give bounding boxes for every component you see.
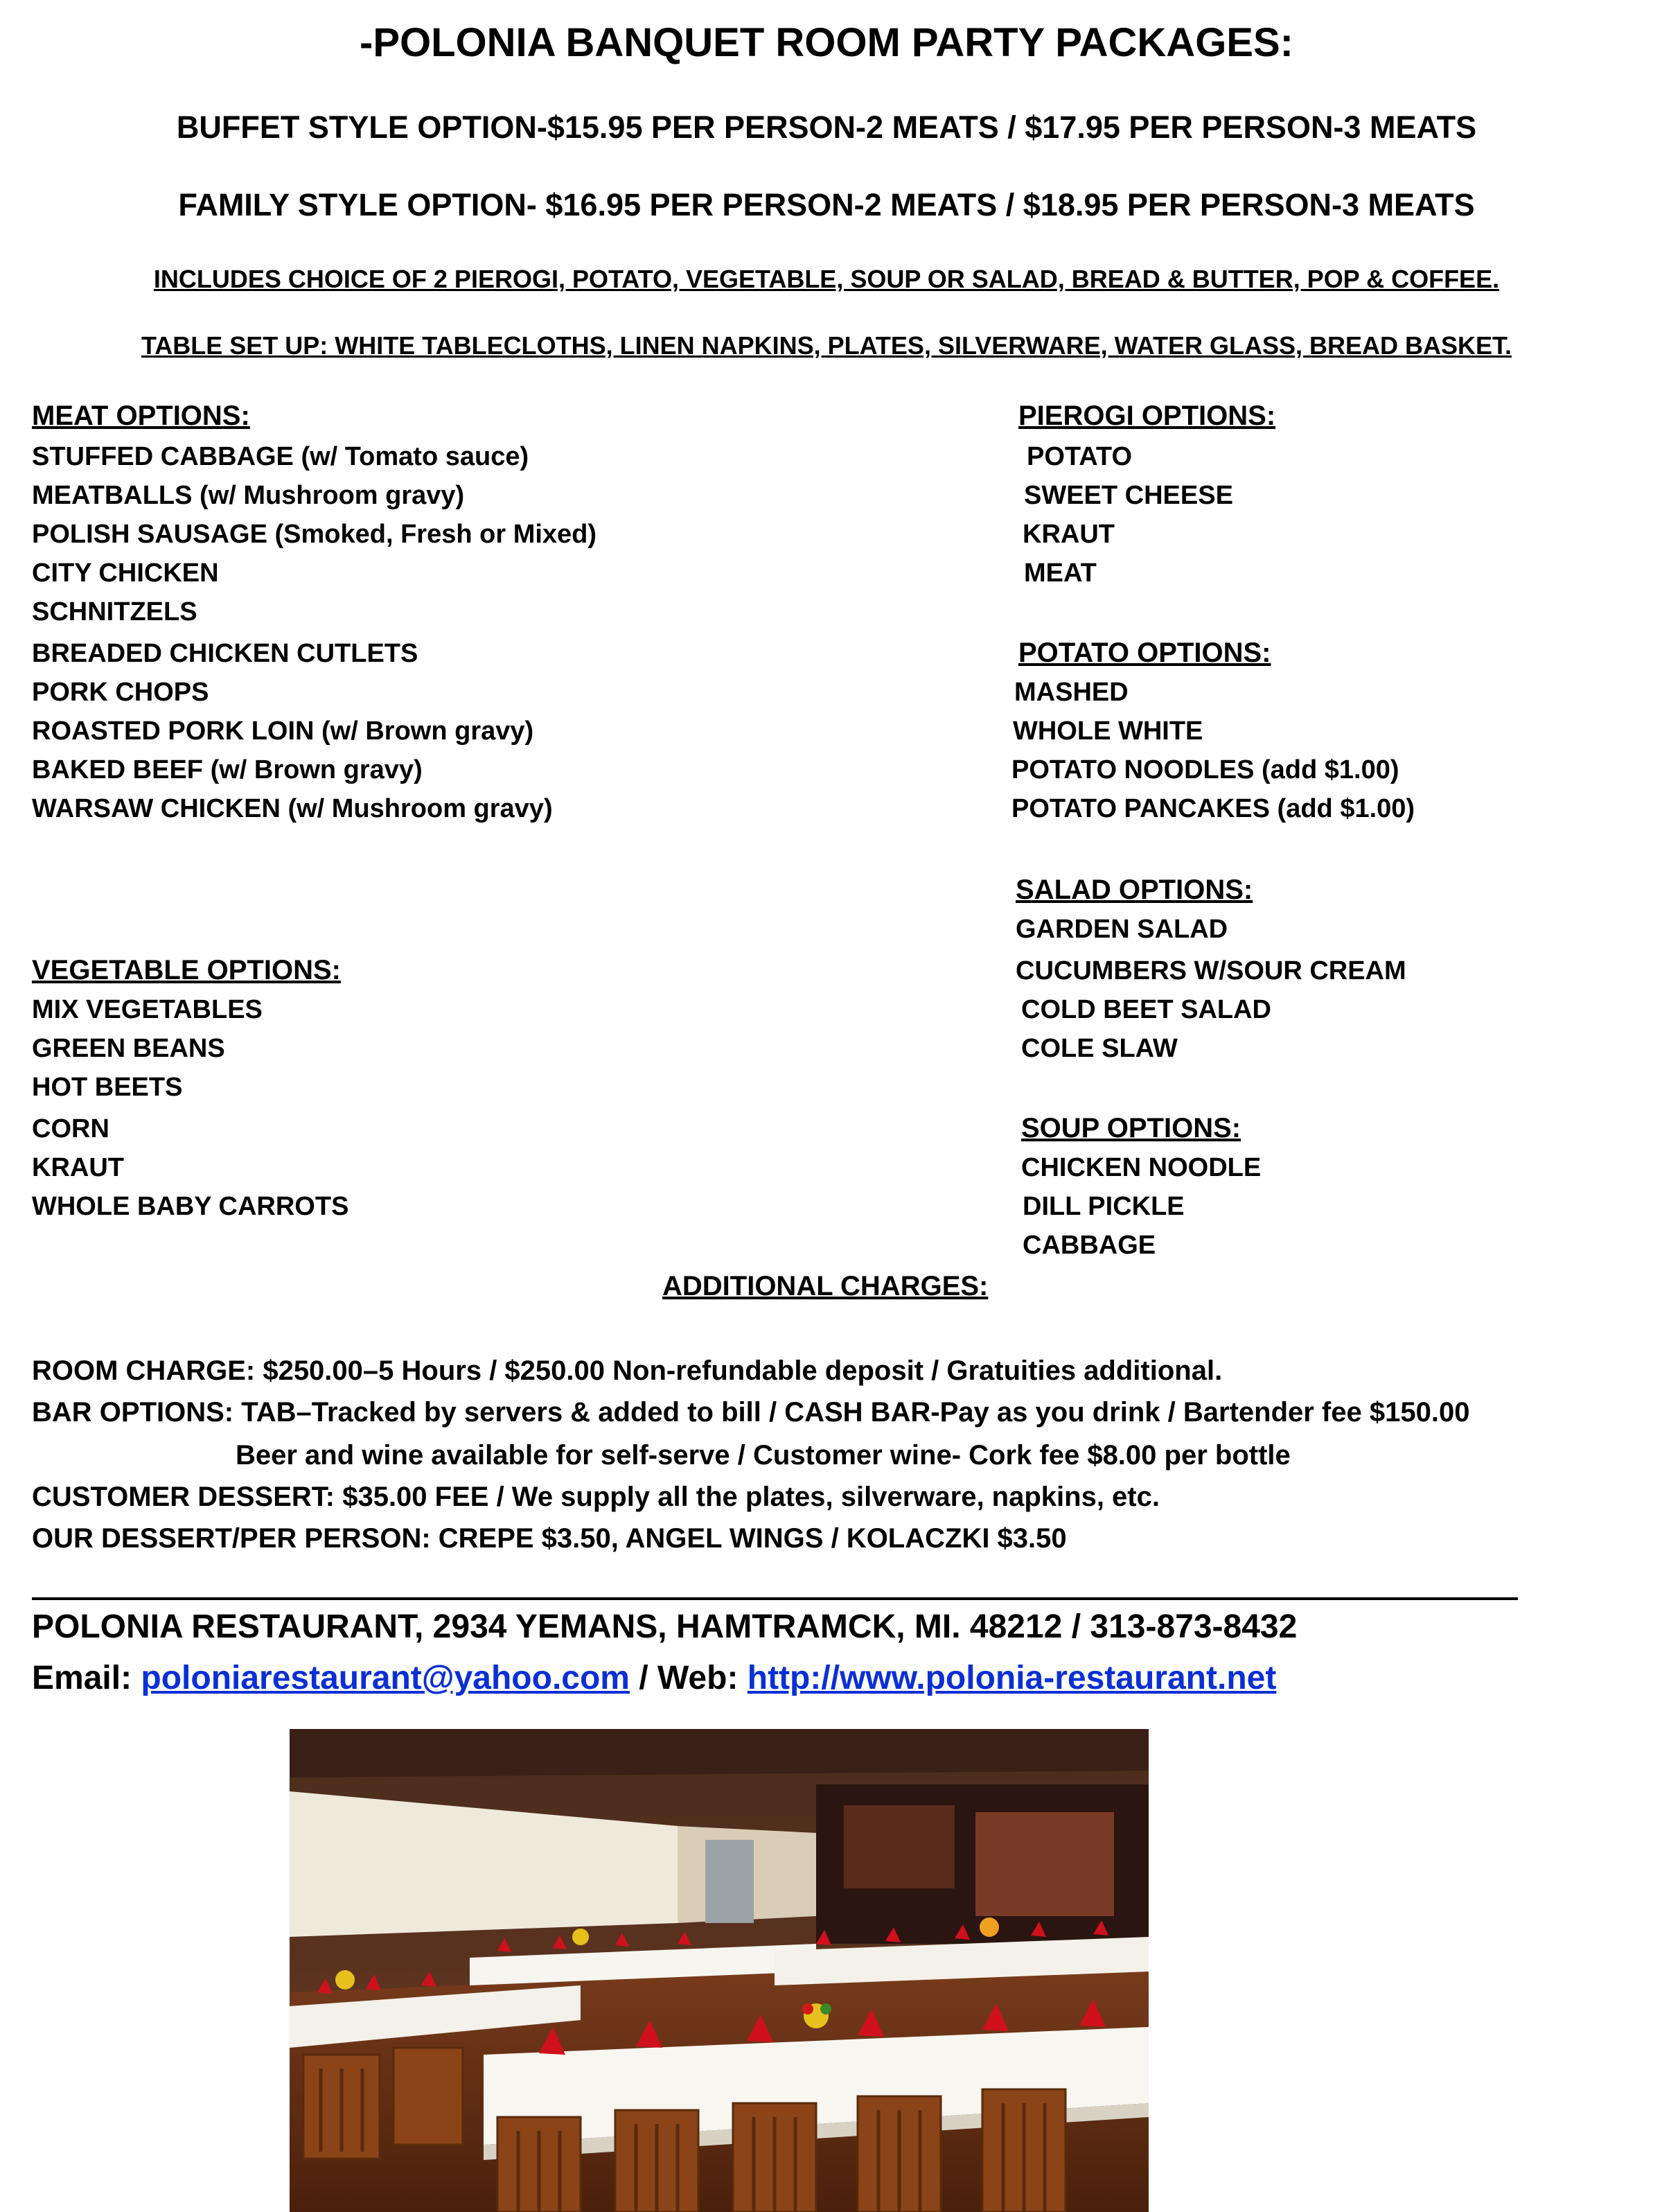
divider xyxy=(32,1597,1518,1600)
list-item: CUCUMBERS W/SOUR CREAM xyxy=(1016,956,1406,985)
list-item: BAKED BEEF (w/ Brown gravy) xyxy=(32,755,423,784)
potato-options-heading: POTATO OPTIONS: xyxy=(1018,638,1271,668)
list-item: HOT BEETS xyxy=(32,1073,183,1102)
list-item: ROASTED PORK LOIN (w/ Brown gravy) xyxy=(32,717,534,746)
list-item: COLD BEET SALAD xyxy=(1021,995,1271,1024)
bar-options-line: BAR OPTIONS: TAB–Tracked by servers & added to bill / CASH BAR-Pay as you drink / Bartender fee $150.00 xyxy=(32,1397,1470,1428)
meat-options-heading: MEAT OPTIONS: xyxy=(32,401,250,431)
list-item: WHOLE BABY CARROTS xyxy=(32,1192,349,1221)
address-line: POLONIA RESTAURANT, 2934 YEMANS, HAMTRAMCK, MI. 48212 / 313-873-8432 xyxy=(32,1608,1298,1645)
email-label: Email: xyxy=(32,1660,141,1696)
buffet-package: BUFFET STYLE OPTION-$15.95 PER PERSON-2 MEATS / $17.95 PER PERSON-3 MEATS xyxy=(176,109,1477,145)
list-item: SCHNITZELS xyxy=(32,597,197,626)
our-dessert-line: OUR DESSERT/PER PERSON: CREPE $3.50, ANGEL WINGS / KOLACZKI $3.50 xyxy=(32,1523,1067,1554)
list-item: WARSAW CHICKEN (w/ Mushroom gravy) xyxy=(32,794,553,823)
list-item: MIX VEGETABLES xyxy=(32,995,263,1024)
page-title: -POLONIA BANQUET ROOM PARTY PACKAGES: xyxy=(360,20,1293,65)
pierogi-options-heading: PIEROGI OPTIONS: xyxy=(1018,401,1276,431)
list-item: CHICKEN NOODLE xyxy=(1021,1153,1262,1182)
list-item: PORK CHOPS xyxy=(32,678,209,707)
salad-options-heading: SALAD OPTIONS: xyxy=(1016,875,1253,905)
customer-dessert-line: CUSTOMER DESSERT: $35.00 FEE / We supply all the plates, silverware, napkins, etc. xyxy=(32,1482,1160,1512)
list-item: POTATO NOODLES (add $1.00) xyxy=(1011,755,1399,784)
list-item: DILL PICKLE xyxy=(1023,1192,1185,1221)
list-item: KRAUT xyxy=(32,1153,124,1182)
list-item: CABBAGE xyxy=(1023,1231,1156,1260)
list-item: CORN xyxy=(32,1114,109,1143)
list-item: COLE SLAW xyxy=(1021,1034,1178,1063)
list-item: MASHED xyxy=(1014,678,1129,707)
list-item: CITY CHICKEN xyxy=(32,559,219,588)
banquet-room-photo xyxy=(290,1729,1149,2212)
room-charge-line: ROOM CHARGE: $250.00–5 Hours / $250.00 Non-refundable deposit / Gratuities additional. xyxy=(32,1355,1223,1386)
list-item: SWEET CHEESE xyxy=(1024,481,1233,510)
soup-options-heading: SOUP OPTIONS: xyxy=(1021,1113,1241,1143)
vegetable-options-heading: VEGETABLE OPTIONS: xyxy=(32,955,341,985)
family-package: FAMILY STYLE OPTION- $16.95 PER PERSON-2 MEATS / $18.95 PER PERSON-3 MEATS xyxy=(178,187,1475,222)
email-link[interactable]: poloniarestaurant@yahoo.com xyxy=(141,1660,630,1696)
list-item: MEAT xyxy=(1024,559,1097,588)
web-link[interactable]: http://www.polonia-restaurant.net xyxy=(747,1660,1277,1696)
beer-wine-line: Beer and wine available for self-serve / Customer wine- Cork fee $8.00 per bottle xyxy=(236,1440,1291,1471)
table-setup-note: TABLE SET UP: WHITE TABLECLOTHS, LINEN NAPKINS, PLATES, SILVERWARE, WATER GLASS, BREAD BASKET. xyxy=(141,331,1512,360)
list-item: KRAUT xyxy=(1023,520,1115,549)
list-item: MEATBALLS (w/ Mushroom gravy) xyxy=(32,481,465,510)
list-item: BREADED CHICKEN CUTLETS xyxy=(32,639,418,668)
list-item: POTATO xyxy=(1027,442,1132,471)
additional-charges-heading: ADDITIONAL CHARGES: xyxy=(662,1271,989,1301)
list-item: GARDEN SALAD xyxy=(1016,915,1228,944)
web-label: / Web: xyxy=(629,1660,748,1696)
list-item: WHOLE WHITE xyxy=(1013,717,1203,746)
list-item: POLISH SAUSAGE (Smoked, Fresh or Mixed) xyxy=(32,520,597,549)
list-item: GREEN BEANS xyxy=(32,1034,225,1063)
contact-line xyxy=(32,1659,1276,1697)
includes-note: INCLUDES CHOICE OF 2 PIEROGI, POTATO, VEGETABLE, SOUP OR SALAD, BREAD & BUTTER, POP & COFFEE. xyxy=(153,265,1500,293)
list-item: STUFFED CABBAGE (w/ Tomato sauce) xyxy=(32,442,529,471)
list-item: POTATO PANCAKES (add $1.00) xyxy=(1011,794,1415,823)
